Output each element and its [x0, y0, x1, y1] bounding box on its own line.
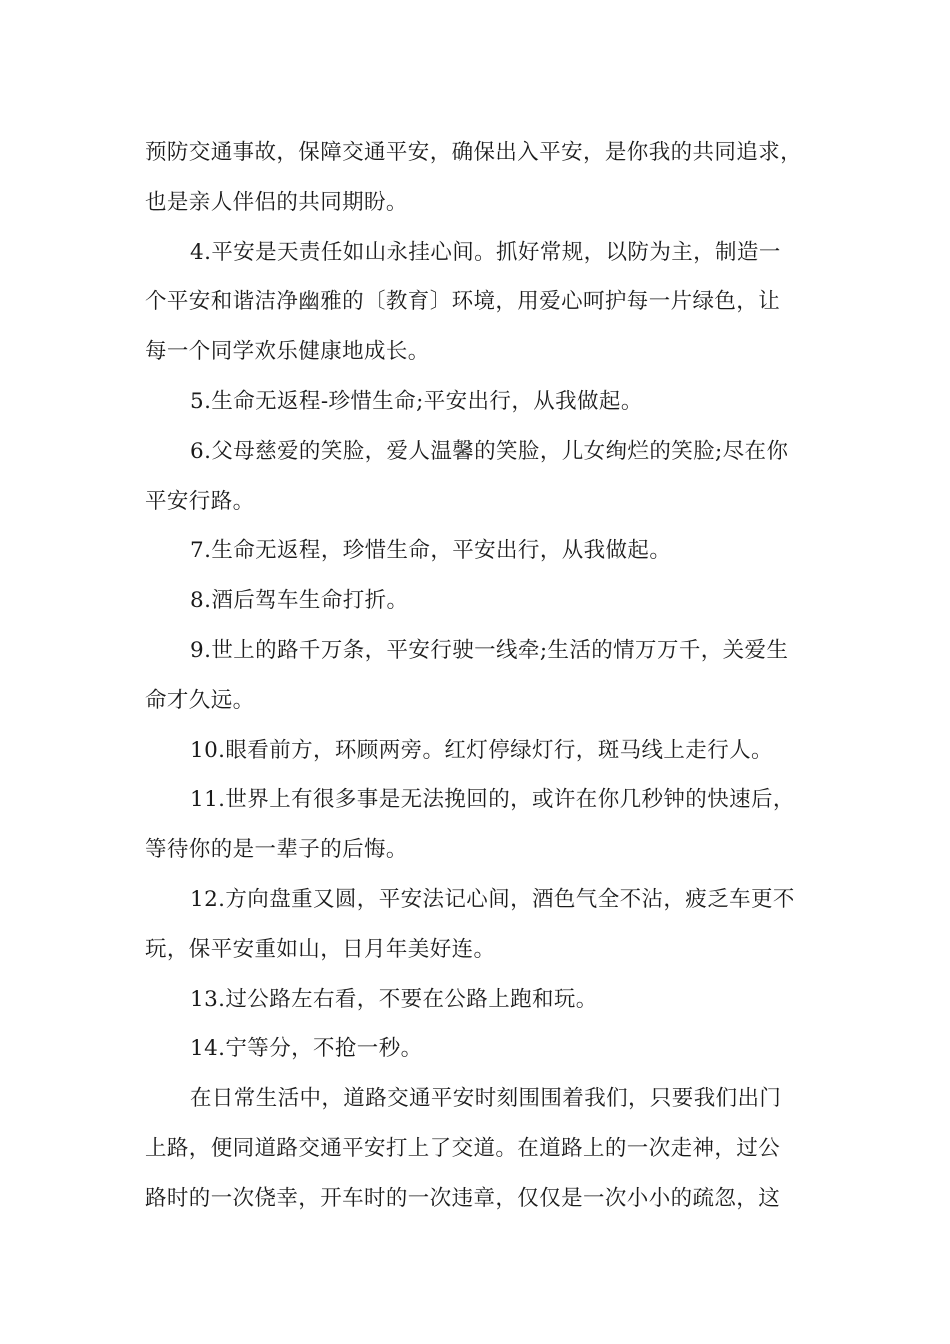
list-item-5: 5.生命无返程-珍惜生命;平安出行，从我做起。	[190, 388, 643, 414]
text-line: 命才久远。	[145, 687, 255, 713]
text-line: 也是亲人伴侣的共同期盼。	[145, 189, 408, 215]
list-item-14: 14.宁等分，不抢一秒。	[190, 1036, 423, 1062]
text-line: 每一个同学欢乐健康地成长。	[145, 339, 430, 365]
text-line: 上路，便同道路交通平安打上了交道。在道路上的一次走神，过公	[145, 1135, 781, 1161]
text-line: 个平安和谐洁净幽雅的〔教育〕环境，用爱心呵护每一片绿色，让	[145, 289, 781, 315]
text-line: 玩，保平安重如山，日月年美好连。	[145, 936, 496, 962]
list-item-13: 13.过公路左右看，不要在公路上跑和玩。	[190, 986, 598, 1012]
paragraph-start: 在日常生活中，道路交通平安时刻围围着我们，只要我们出门	[190, 1086, 782, 1112]
text-line: 预防交通事故，保障交通平安，确保出入平安，是你我的共同追求，	[145, 140, 803, 165]
list-item-4: 4.平安是天责任如山永挂心间。抓好常规，以防为主，制造一	[190, 239, 781, 265]
document-body	[145, 128, 810, 1224]
list-item-9: 9.世上的路千万条，平安行驶一线牵;生活的情万万千，关爱生	[190, 637, 789, 663]
list-item-8: 8.酒后驾车生命打折。	[190, 588, 409, 614]
text-line: 平安行路。	[145, 488, 255, 514]
list-item-10: 10.眼看前方，环顾两旁。红灯停绿灯行，斑马线上走行人。	[190, 737, 773, 763]
list-item-6: 6.父母慈爱的笑脸，爱人温馨的笑脸，儿女绚烂的笑脸;尽在你	[190, 438, 789, 464]
text-line: 等待你的是一辈子的后悔。	[145, 837, 408, 863]
list-item-11: 11.世界上有很多事是无法挽回的，或许在你几秒钟的快速后，	[190, 787, 795, 813]
list-item-7: 7.生命无返程，珍惜生命，平安出行，从我做起。	[190, 538, 672, 564]
list-item-12: 12.方向盘重又圆，平安法记心间，酒色气全不沾，疲乏车更不	[190, 886, 795, 912]
text-line: 路时的一次侥幸，开车时的一次违章，仅仅是一次小小的疏忽，这	[145, 1185, 781, 1211]
